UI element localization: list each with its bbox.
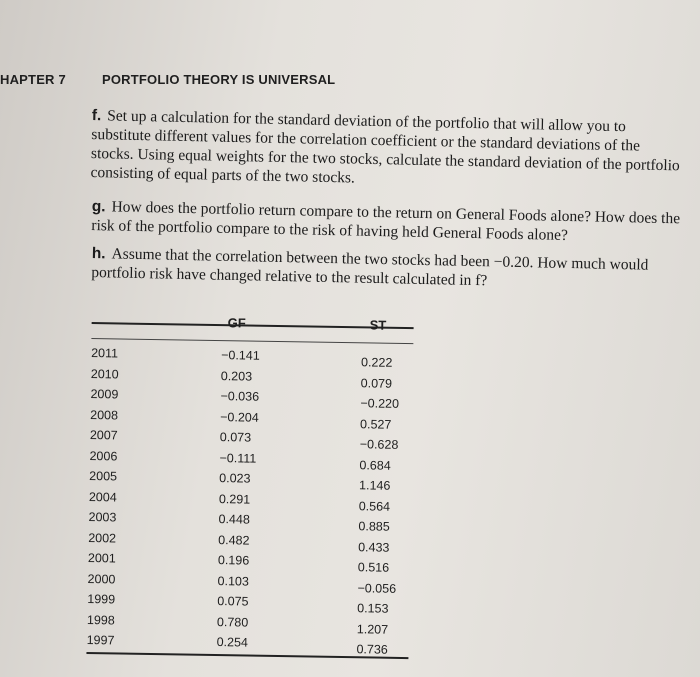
page-header xyxy=(0,72,700,102)
gf-cell: 0.023 xyxy=(219,471,251,486)
gf-cell: 0.448 xyxy=(218,512,250,527)
gf-cell: 0.196 xyxy=(217,553,250,568)
st-cell: 1.207 xyxy=(356,621,389,637)
gf-cell: 0.075 xyxy=(217,594,249,609)
st-cell: 0.885 xyxy=(358,519,390,534)
question-g xyxy=(91,197,682,247)
gf-cell: −0.111 xyxy=(219,450,257,466)
gf-cell: 0.291 xyxy=(218,491,251,507)
gf-cell: 0.203 xyxy=(220,368,253,384)
year-cell: 2006 xyxy=(89,448,118,463)
question-text: Set up a calculation for the standard deviation of the portfolio that will allow you to substitute different values for the correlation coefficient or the standard deviations of the stocks. Using equal weights for the two stocks, calculate the standard deviation of the portfolio consisting of equal parts of the two stocks. xyxy=(90,107,680,187)
year-cell: 2004 xyxy=(88,489,117,504)
gf-cell: −0.036 xyxy=(220,389,260,404)
gf-cell: 0.254 xyxy=(216,635,249,650)
st-cell: −0.056 xyxy=(357,580,397,596)
year-cell: 1999 xyxy=(87,592,116,607)
column-header-gf: GF xyxy=(227,315,246,331)
year-cell: 1998 xyxy=(86,612,115,627)
st-cell: 0.079 xyxy=(360,375,393,391)
column-header-st: ST xyxy=(369,317,387,333)
gf-cell: −0.141 xyxy=(221,348,260,363)
question-label: g. xyxy=(91,197,106,216)
gf-cell: 0.482 xyxy=(218,532,250,548)
st-cell: 1.146 xyxy=(359,478,391,493)
chapter-title: PORTFOLIO THEORY IS UNIVERSAL xyxy=(102,72,336,87)
question-label: f. xyxy=(91,106,102,125)
year-cell: 2007 xyxy=(89,428,118,443)
st-cell: 0.222 xyxy=(360,355,393,370)
year-cell: 1997 xyxy=(86,633,115,648)
question-label: h. xyxy=(91,244,106,263)
returns-table xyxy=(82,300,418,675)
st-cell: 0.433 xyxy=(358,539,390,555)
year-cell: 2011 xyxy=(91,346,119,361)
st-cell: 0.516 xyxy=(357,560,390,575)
gf-cell: 0.103 xyxy=(217,573,249,589)
question-text: How does the portfolio return compare to the return on General Foods alone? How does the risk of the portfolio compare to the risk of having held General Foods alone? xyxy=(91,198,681,244)
question-f xyxy=(90,106,681,194)
year-cell: 2010 xyxy=(90,366,119,381)
st-cell: −0.220 xyxy=(360,396,400,411)
year-cell: 2000 xyxy=(87,571,116,586)
st-cell: 0.527 xyxy=(359,416,392,432)
chapter-label: HAPTER 7 xyxy=(0,72,66,87)
year-cell: 2002 xyxy=(88,530,117,545)
table-top-rule xyxy=(92,322,414,329)
gf-cell: −0.204 xyxy=(220,409,259,425)
st-cell: 0.564 xyxy=(358,498,391,514)
year-cell: 2001 xyxy=(87,551,116,566)
year-cell: 2008 xyxy=(90,407,119,422)
year-cell: 2003 xyxy=(88,510,117,525)
st-cell: 0.736 xyxy=(356,642,388,657)
st-cell: 0.153 xyxy=(357,601,389,616)
question-h xyxy=(91,244,682,294)
st-cell: 0.684 xyxy=(359,457,391,473)
question-text: Assume that the correlation between the two stocks had been −0.20. How much would portfolio risk have changed relative to the result calculated in f? xyxy=(91,245,649,290)
gf-cell: 0.073 xyxy=(219,430,252,445)
gf-cell: 0.780 xyxy=(216,614,249,630)
st-cell: −0.628 xyxy=(359,437,399,452)
table-header-rule xyxy=(91,338,413,344)
year-cell: 2005 xyxy=(89,469,118,484)
year-cell: 2009 xyxy=(90,387,119,402)
